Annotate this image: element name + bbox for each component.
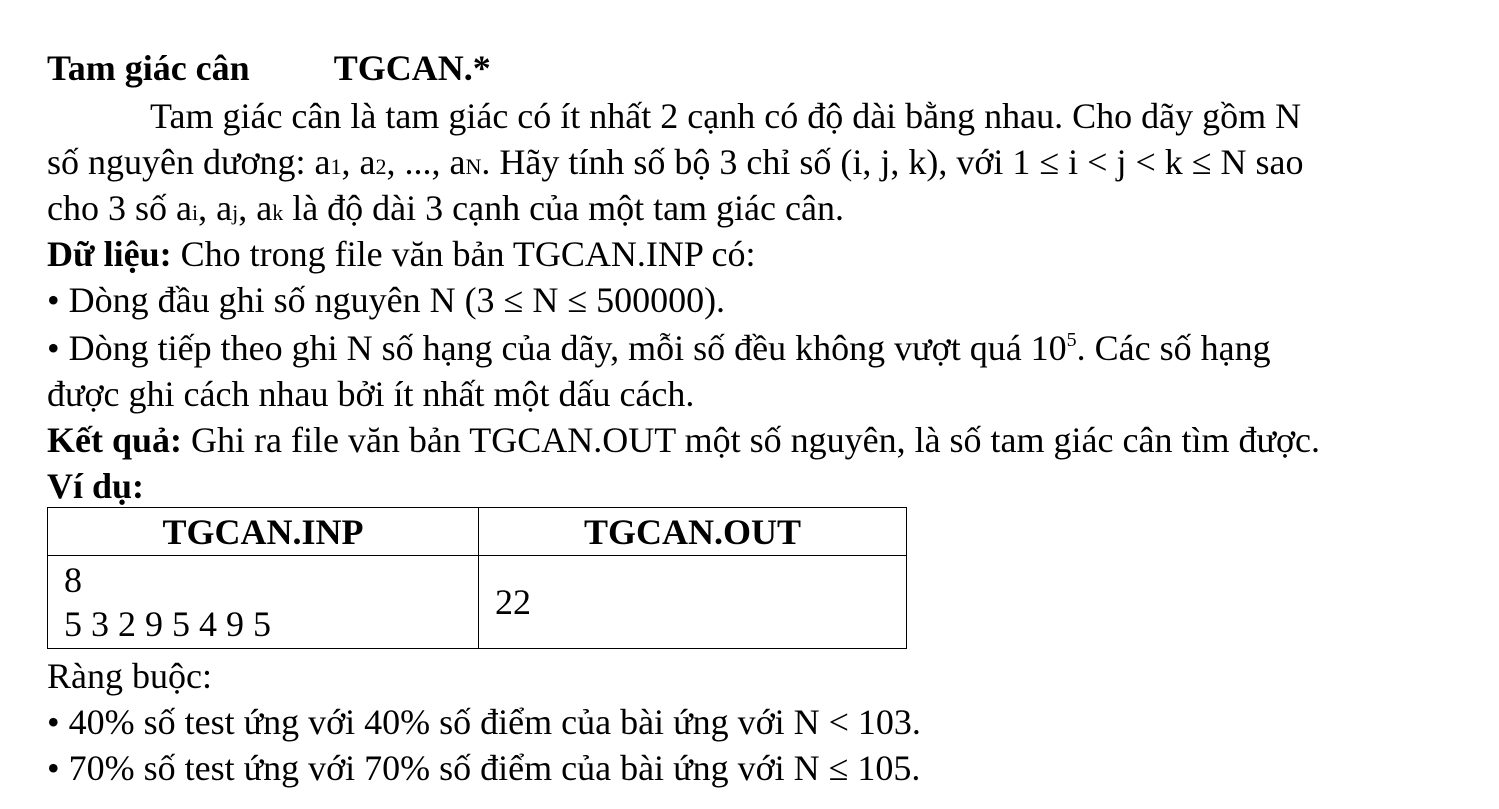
constraint-1: • 40% số test ứng với 40% số điểm của bài ứng với N < 103. [47,702,921,742]
example-input-cell: 8 5 3 2 9 5 4 9 5 [48,556,479,649]
input-bullet-2-cont: được ghi cách nhau bởi ít nhất một dấu cách. [47,374,695,414]
output-label: Kết quả: [47,420,182,460]
statement-line-3: cho 3 số ai, aj, ak là độ dài 3 cạnh của một tam giác cân. [47,188,844,228]
example-heading: Ví dụ: [47,466,145,506]
statement-line-1: Tam giác cân là tam giác có ít nhất 2 cạnh có độ dài bằng nhau. Cho dãy gồm N [150,96,1302,136]
example-table [47,507,907,649]
input-heading: Dữ liệu: Cho trong file văn bản TGCAN.INP có: [47,234,756,274]
example-header-output: TGCAN.OUT [479,508,907,556]
example-header-row [48,508,907,556]
input-label: Dữ liệu: [47,234,172,274]
input-bullet-1: • Dòng đầu ghi số nguyên N (3 ≤ N ≤ 500000). [47,280,726,320]
statement-line-2: số nguyên dương: a1, a2, ..., aN. Hãy tính số bộ 3 chỉ số (i, j, k), với 1 ≤ i < j < k ≤ N sao [47,142,1304,182]
constraints-heading: Ràng buộc: [47,656,212,696]
problem-name: Tam giác cân [47,48,250,88]
constraint-2: • 70% số test ứng với 70% số điểm của bài ứng với N ≤ 105. [47,748,921,788]
problem-code: TGCAN.* [333,48,491,88]
problem-title [47,50,491,86]
example-header-input: TGCAN.INP [48,508,479,556]
input-bullet-2: • Dòng tiếp theo ghi N số hạng của dãy, mỗi số đều không vượt quá $10^5$. Các số hạng [47,328,1271,368]
example-data-row [48,556,907,649]
output-heading: Kết quả: Ghi ra file văn bản TGCAN.OUT một số nguyên, là số tam giác cân tìm được. [47,420,1320,460]
example-output-cell: 22 [479,556,907,649]
